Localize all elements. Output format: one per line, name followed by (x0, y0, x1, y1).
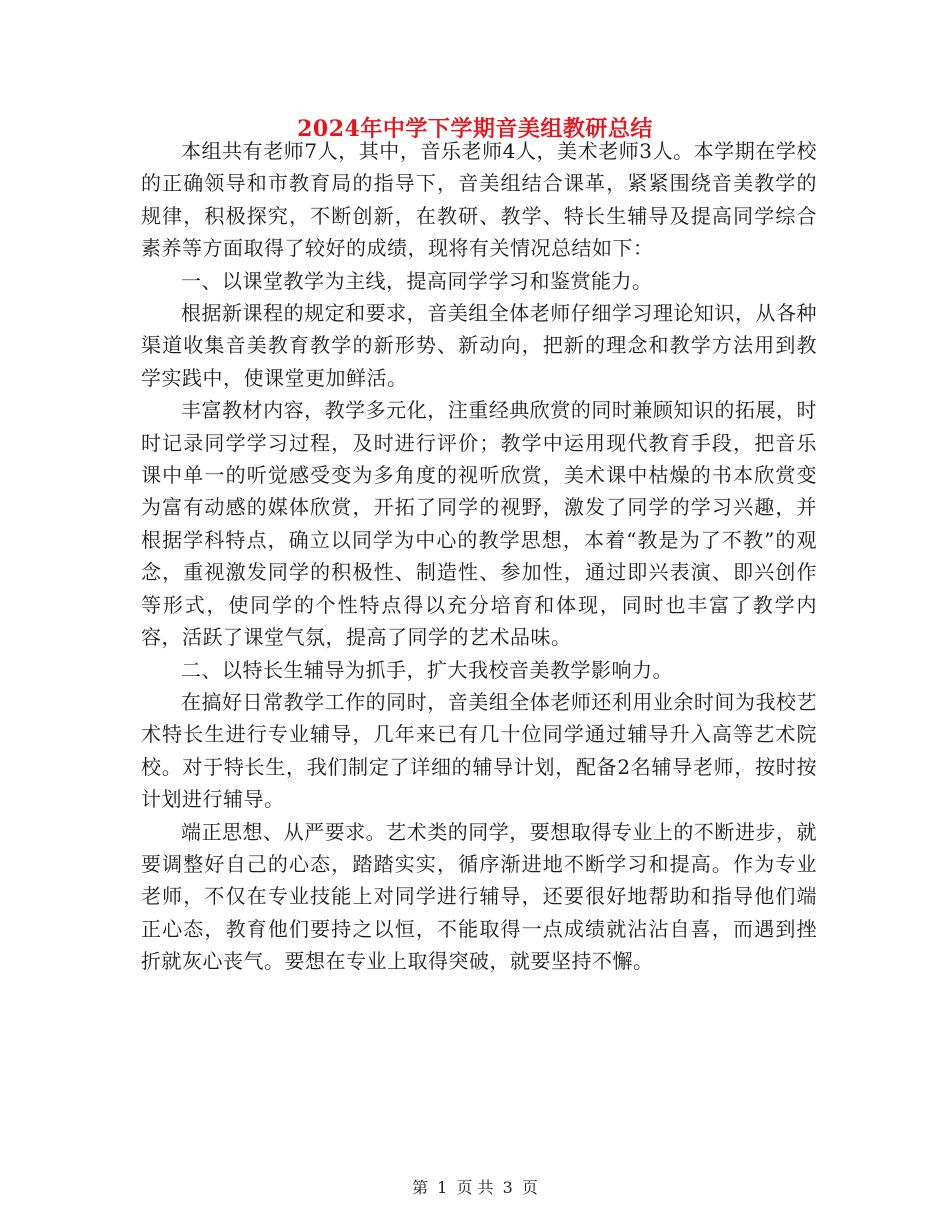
paragraph: 在搞好日常教学工作的同时，音美组全体老师还利用业余时间为我校艺术特长生进行专业辅导，几年来已有几十位同学通过辅导升入高等艺术院校。对于特长生，我们制定了详细的辅导计划，配备2名辅导老师，按时按计划进行辅导。 (141, 689, 817, 812)
footer-current-page: 1 (437, 1178, 448, 1197)
document-body (141, 135, 817, 978)
paragraph: 丰富教材内容，教学多元化，注重经典欣赏的同时兼顾知识的拓展，时时记录同学学习过程，及时进行评价；教学中运用现代教育手段，把音乐课中单一的听觉感受变为多角度的视听欣赏，美术课中枯燥的书本欣赏变为富有动感的媒体欣赏，开拓了同学的视野，激发了同学的学习兴趣，并根据学科特点，确立以同学为中心的教学思想，本着“教是为了不教”的观念，重视激发同学的积极性、制造性、参加性，通过即兴表演、即兴创作等形式，使同学的个性特点得以充分培育和体现，同时也丰富了教学内容，活跃了课堂气氛，提高了同学的艺术品味。 (141, 398, 817, 650)
paragraph: 端正思想、从严要求。艺术类的同学，要想取得专业上的不断进步，就要调整好自己的心态，踏踏实实，循序渐进地不断学习和提高。作为专业老师，不仅在专业技能上对同学进行辅导，还要很好地帮助和指导他们端正心态，教育他们要持之以恒，不能取得一点成绩就沾沾自喜，而遇到挫折就灰心丧气。要想在专业上取得突破，就要坚持不懈。 (141, 819, 817, 974)
paragraph: 根据新课程的规定和要求，音美组全体老师仔细学习理论知识，从各种渠道收集音美教育教学的新形势、新动向，把新的理念和教学方法用到教学实践中，使课堂更加鲜活。 (141, 301, 817, 390)
footer-total-pages: 3 (502, 1178, 513, 1197)
footer-label-end: 页 (521, 1178, 538, 1197)
section-heading-2: 二、以特长生辅导为抓手，扩大我校音美教学影响力。 (181, 657, 673, 682)
section-heading-1: 一、以课堂教学为主线，提高同学学习和鉴赏能力。 (181, 268, 653, 293)
footer-label-page: 第 (412, 1178, 429, 1197)
page-footer (0, 1178, 950, 1198)
footer-label-of: 页 共 (456, 1178, 494, 1197)
document-title: 2024年中学下学期音美组教研总结 (297, 116, 653, 142)
paragraph-intro: 本组共有老师7人，其中，音乐老师4人，美术老师3人。本学期在学校的正确领导和市教育局的指导下，音美组结合课革，紧紧围绕音美教学的规律，积极探究，不断创新，在教研、教学、特长生辅导及提高同学综合素养等方面取得了较好的成绩，现将有关情况总结如下： (141, 139, 817, 261)
